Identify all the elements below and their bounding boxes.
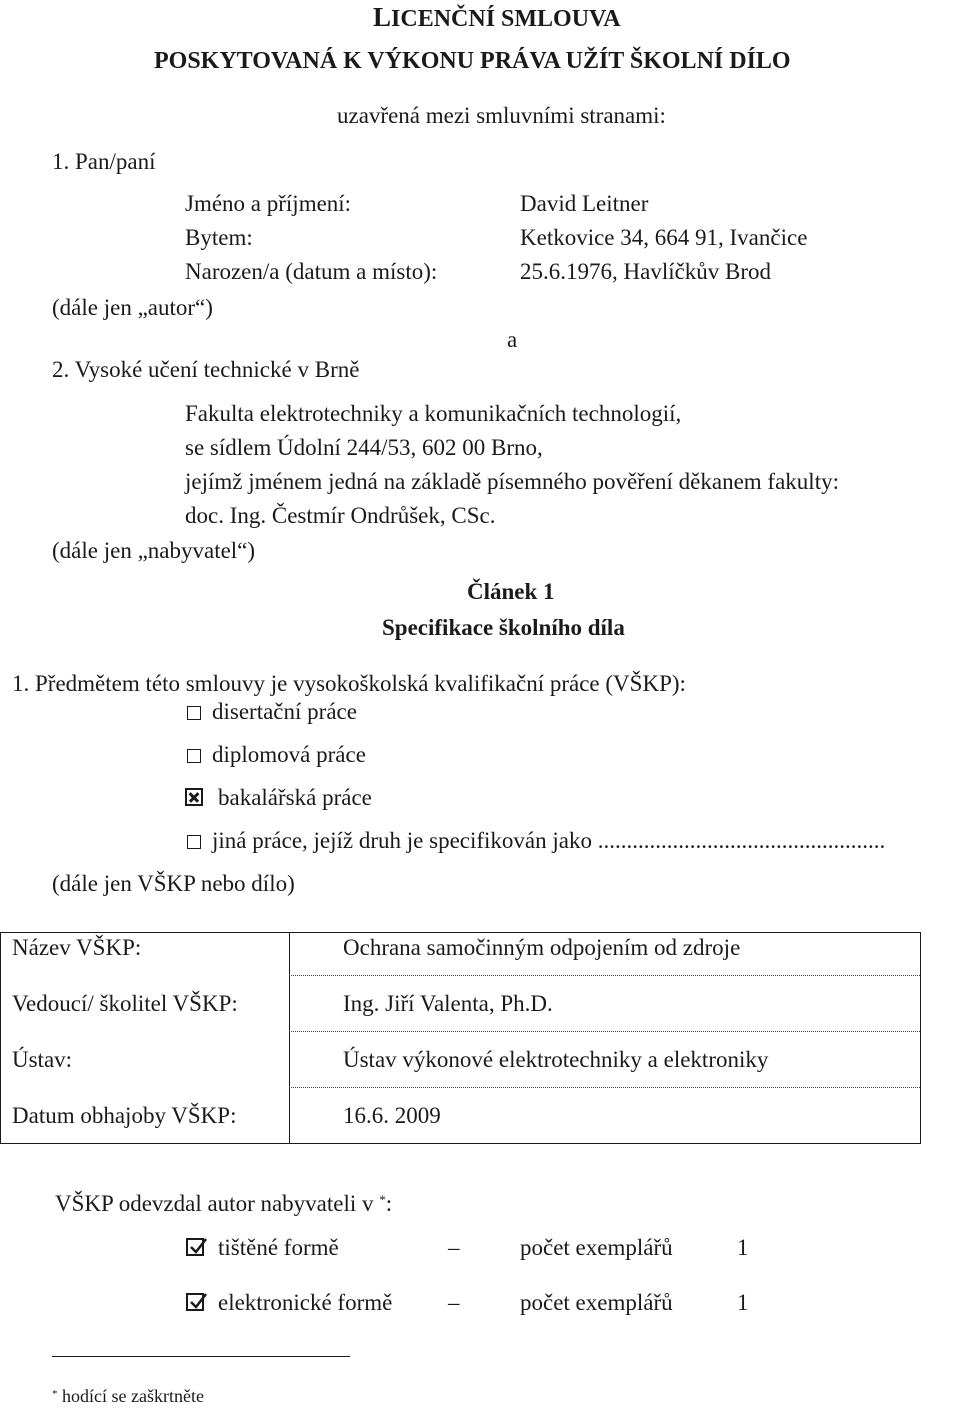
article-number: Článek 1	[467, 579, 555, 604]
article-title: Specifikace školního díla	[382, 615, 625, 640]
option-diploma: diplomová práce	[212, 742, 366, 767]
thesis-title-label: Název VŠKP:	[12, 935, 142, 960]
dotted-line	[289, 1031, 920, 1032]
checkbox-printed-checked[interactable]	[186, 1238, 204, 1256]
party1-heading: 1. Pan/paní	[52, 149, 156, 174]
checkbox-diploma[interactable]	[187, 749, 201, 763]
electronic-form-label: elektronické formě	[218, 1290, 393, 1315]
printed-count: 1	[737, 1235, 749, 1260]
faculty-line: Fakulta elektrotechniky a komunikačních technologií,	[185, 401, 682, 426]
name-value: David Leitner	[520, 191, 649, 216]
conjunction: a	[507, 327, 518, 352]
document-title: LICENČNÍ SMLOUVA	[373, 2, 621, 32]
defense-date-label: Datum obhajoby VŠKP:	[12, 1102, 250, 1130]
check-icon	[188, 1292, 208, 1312]
printed-dash: –	[448, 1235, 460, 1260]
electronic-count-label: počet exemplářů	[520, 1290, 673, 1315]
checkbox-bachelor-checked[interactable]	[185, 788, 203, 806]
check-icon	[188, 1237, 208, 1257]
institute-value: Ústav výkonové elektrotechniky a elektroniky	[343, 1047, 769, 1072]
footnote-separator	[52, 1356, 350, 1357]
checkbox-dissertation[interactable]	[187, 706, 201, 720]
document-subtitle: POSKYTOVANÁ K VÝKONU PRÁVA UŽÍT ŠKOLNÍ DÍLO	[154, 48, 791, 74]
born-label: Narozen/a (datum a místo):	[185, 259, 438, 284]
address-value: Ketkovice 34, 664 91, Ivančice	[520, 225, 808, 250]
born-value: 25.6.1976, Havlíčkův Brod	[520, 259, 772, 284]
institute-label: Ústav:	[12, 1047, 73, 1072]
address-label: Bytem:	[185, 225, 253, 250]
defense-date-value: 16.6. 2009	[343, 1103, 441, 1128]
authorization-line: jejímž jménem jedná na základě písemného pověření děkanem fakulty:	[185, 469, 839, 494]
electronic-count: 1	[737, 1290, 749, 1315]
intro-text: uzavřená mezi smluvními stranami:	[337, 103, 666, 128]
party2-heading: 2. Vysoké učení technické v Brně	[52, 357, 360, 382]
table-column-divider	[289, 933, 290, 1143]
supervisor-value: Ing. Jiří Valenta, Ph.D.	[343, 991, 553, 1016]
work-alias: (dále jen VŠKP nebo dílo)	[52, 871, 295, 896]
checkbox-electronic-checked[interactable]	[186, 1293, 204, 1311]
subject-text: 1. Předmětem této smlouvy je vysokoškolská kvalifikační práce (VŠKP):	[12, 671, 686, 696]
printed-form-label: tištěné formě	[218, 1235, 339, 1260]
seat-line: se sídlem Údolní 244/53, 602 00 Brno,	[185, 435, 543, 460]
author-alias: (dále jen „autor“)	[52, 295, 213, 320]
printed-count-label: počet exemplářů	[520, 1235, 673, 1260]
dotted-line	[289, 1087, 920, 1088]
checkbox-other[interactable]	[187, 835, 201, 849]
footnote: * hodící se zaškrtněte	[52, 1386, 204, 1406]
name-label: Jméno a příjmení:	[185, 191, 352, 216]
option-dissertation: disertační práce	[212, 699, 357, 724]
handover-text: VŠKP odevzdal autor nabyvateli v *:	[55, 1191, 393, 1216]
dotted-line	[289, 975, 920, 976]
option-bachelor: bakalářská práce	[218, 785, 372, 810]
thesis-title-value: Ochrana samočinným odpojením od zdroje	[343, 935, 741, 960]
footnote-mark: *	[379, 1192, 386, 1207]
supervisor-label: Vedoucí/ školitel VŠKP:	[12, 991, 238, 1016]
electronic-dash: –	[448, 1290, 460, 1315]
dean-line: doc. Ing. Čestmír Ondrůšek, CSc.	[185, 503, 496, 528]
option-other: jiná práce, jejíž druh je specifikován jako ..................................................	[212, 828, 886, 853]
acquirer-alias: (dále jen „nabyvatel“)	[52, 538, 256, 563]
